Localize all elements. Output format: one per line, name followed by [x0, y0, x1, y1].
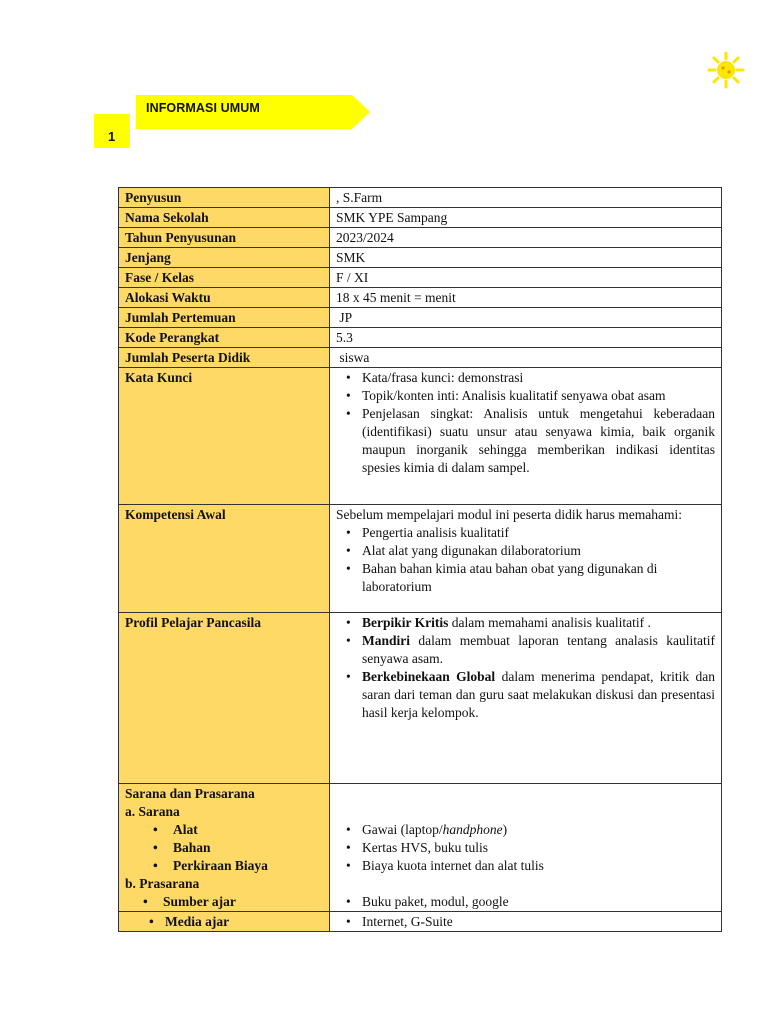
- general-info-table: [118, 187, 722, 932]
- list-item: • Buku paket, modul, google: [362, 893, 715, 911]
- list-item: • Pengertia analisis kualitatif: [362, 524, 715, 542]
- sarana-biaya-label: • Perkiraan Biaya: [173, 857, 323, 875]
- row-value: [330, 505, 722, 613]
- table-row: [119, 912, 722, 932]
- row-value: [330, 368, 722, 505]
- sarana-sub-a: a. Sarana: [125, 804, 180, 819]
- row-label: Kode Perangkat: [119, 328, 330, 348]
- row-label: Alokasi Waktu: [119, 288, 330, 308]
- table-row: [119, 248, 722, 268]
- row-label: [119, 784, 330, 912]
- section-title: INFORMASI UMUM: [146, 101, 260, 115]
- row-label: Penyusun: [119, 188, 330, 208]
- row-label: Tahun Penyusunan: [119, 228, 330, 248]
- table-row: [119, 505, 722, 613]
- sarana-heading: Sarana dan Prasarana: [125, 786, 255, 801]
- row-label: Kompetensi Awal: [119, 505, 330, 613]
- row-label: Jumlah Pertemuan: [119, 308, 330, 328]
- list-item: [362, 668, 715, 722]
- table-row: [119, 268, 722, 288]
- list-item: [362, 614, 715, 632]
- sarana-sumber-label: • Sumber ajar: [163, 893, 323, 911]
- list-item: • Penjelasan singkat: Analisis untuk mengetahui keberadaan (identifikasi) suatu unsur atau senyawa kimia, baik organik maupun inorganik sehingga memberikan indikasi identitas spesies kimia di dalam sampel.: [362, 405, 715, 477]
- sarana-bahan-label: • Bahan: [173, 839, 323, 857]
- item-text: dalam menerima pendapat, kritik dan saran dari teman dan guru saat melakukan diskusi dan presentasi hasil kerja kelompok.: [362, 669, 715, 720]
- row-value: SMK YPE Sampang: [330, 208, 722, 228]
- row-value: siswa: [330, 348, 722, 368]
- row-label: Profil Pelajar Pancasila: [119, 613, 330, 784]
- item-text: Gawai (laptop/: [362, 822, 443, 837]
- row-value: 18 x 45 menit = menit: [330, 288, 722, 308]
- table-row: [119, 228, 722, 248]
- item-bold: Berkebinekaan Global: [362, 669, 496, 684]
- row-value: , S.Farm: [330, 188, 722, 208]
- row-label: Nama Sekolah: [119, 208, 330, 228]
- row-label: [119, 912, 330, 932]
- row-label: Fase / Kelas: [119, 268, 330, 288]
- item-bold: Mandiri: [362, 633, 411, 648]
- list-item: • Bahan bahan kimia atau bahan obat yang digunakan di laboratorium: [362, 560, 715, 596]
- table-row: [119, 188, 722, 208]
- row-value: 5.3: [330, 328, 722, 348]
- sarana-alat-label: • Alat: [173, 821, 323, 839]
- item-bold: Berpikir Kritis: [362, 615, 449, 630]
- item-text: dalam memahami analisis kualitatif .: [448, 615, 651, 630]
- row-value: JP: [330, 308, 722, 328]
- list-item: • Topik/konten inti: Analisis kualitatif senyawa obat asam: [362, 387, 715, 405]
- list-item: [362, 821, 715, 839]
- list-item: • Alat alat yang digunakan dilaboratorium: [362, 542, 715, 560]
- intro-text: Sebelum mempelajari modul ini peserta didik harus memahami:: [336, 507, 683, 522]
- row-value: [330, 784, 722, 912]
- table-row: [119, 368, 722, 505]
- section-number: 1: [108, 129, 116, 144]
- sarana-sub-b: b. Prasarana: [125, 876, 200, 891]
- row-label: Jumlah Peserta Didik: [119, 348, 330, 368]
- row-label: Kata Kunci: [119, 368, 330, 505]
- section-number-box: [94, 114, 130, 148]
- list-item: • Kertas HVS, buku tulis: [362, 839, 715, 857]
- row-value: F / XI: [330, 268, 722, 288]
- table-row: [119, 208, 722, 228]
- table-row: [119, 288, 722, 308]
- item-italic: handphone: [442, 822, 503, 837]
- row-label: Jenjang: [119, 248, 330, 268]
- table-row: [119, 328, 722, 348]
- table-row: [119, 308, 722, 328]
- sun-virus-icon: [706, 50, 746, 90]
- table-row: [119, 613, 722, 784]
- item-text: ): [502, 822, 508, 837]
- item-text: dalam membuat laporan tentang analasis kaulitatif senyawa asam.: [362, 633, 715, 666]
- row-value: 2023/2024: [330, 228, 722, 248]
- table-row: [119, 348, 722, 368]
- list-item: [362, 632, 715, 668]
- list-item: • Biaya kuota internet dan alat tulis: [362, 857, 715, 875]
- row-value: [330, 613, 722, 784]
- row-value: SMK: [330, 248, 722, 268]
- row-value: [330, 912, 722, 932]
- table-row: [119, 784, 722, 912]
- list-item: • Internet, G-Suite: [362, 913, 715, 931]
- media-ajar-label: • Media ajar: [165, 913, 323, 931]
- list-item: • Kata/frasa kunci: demonstrasi: [362, 369, 715, 387]
